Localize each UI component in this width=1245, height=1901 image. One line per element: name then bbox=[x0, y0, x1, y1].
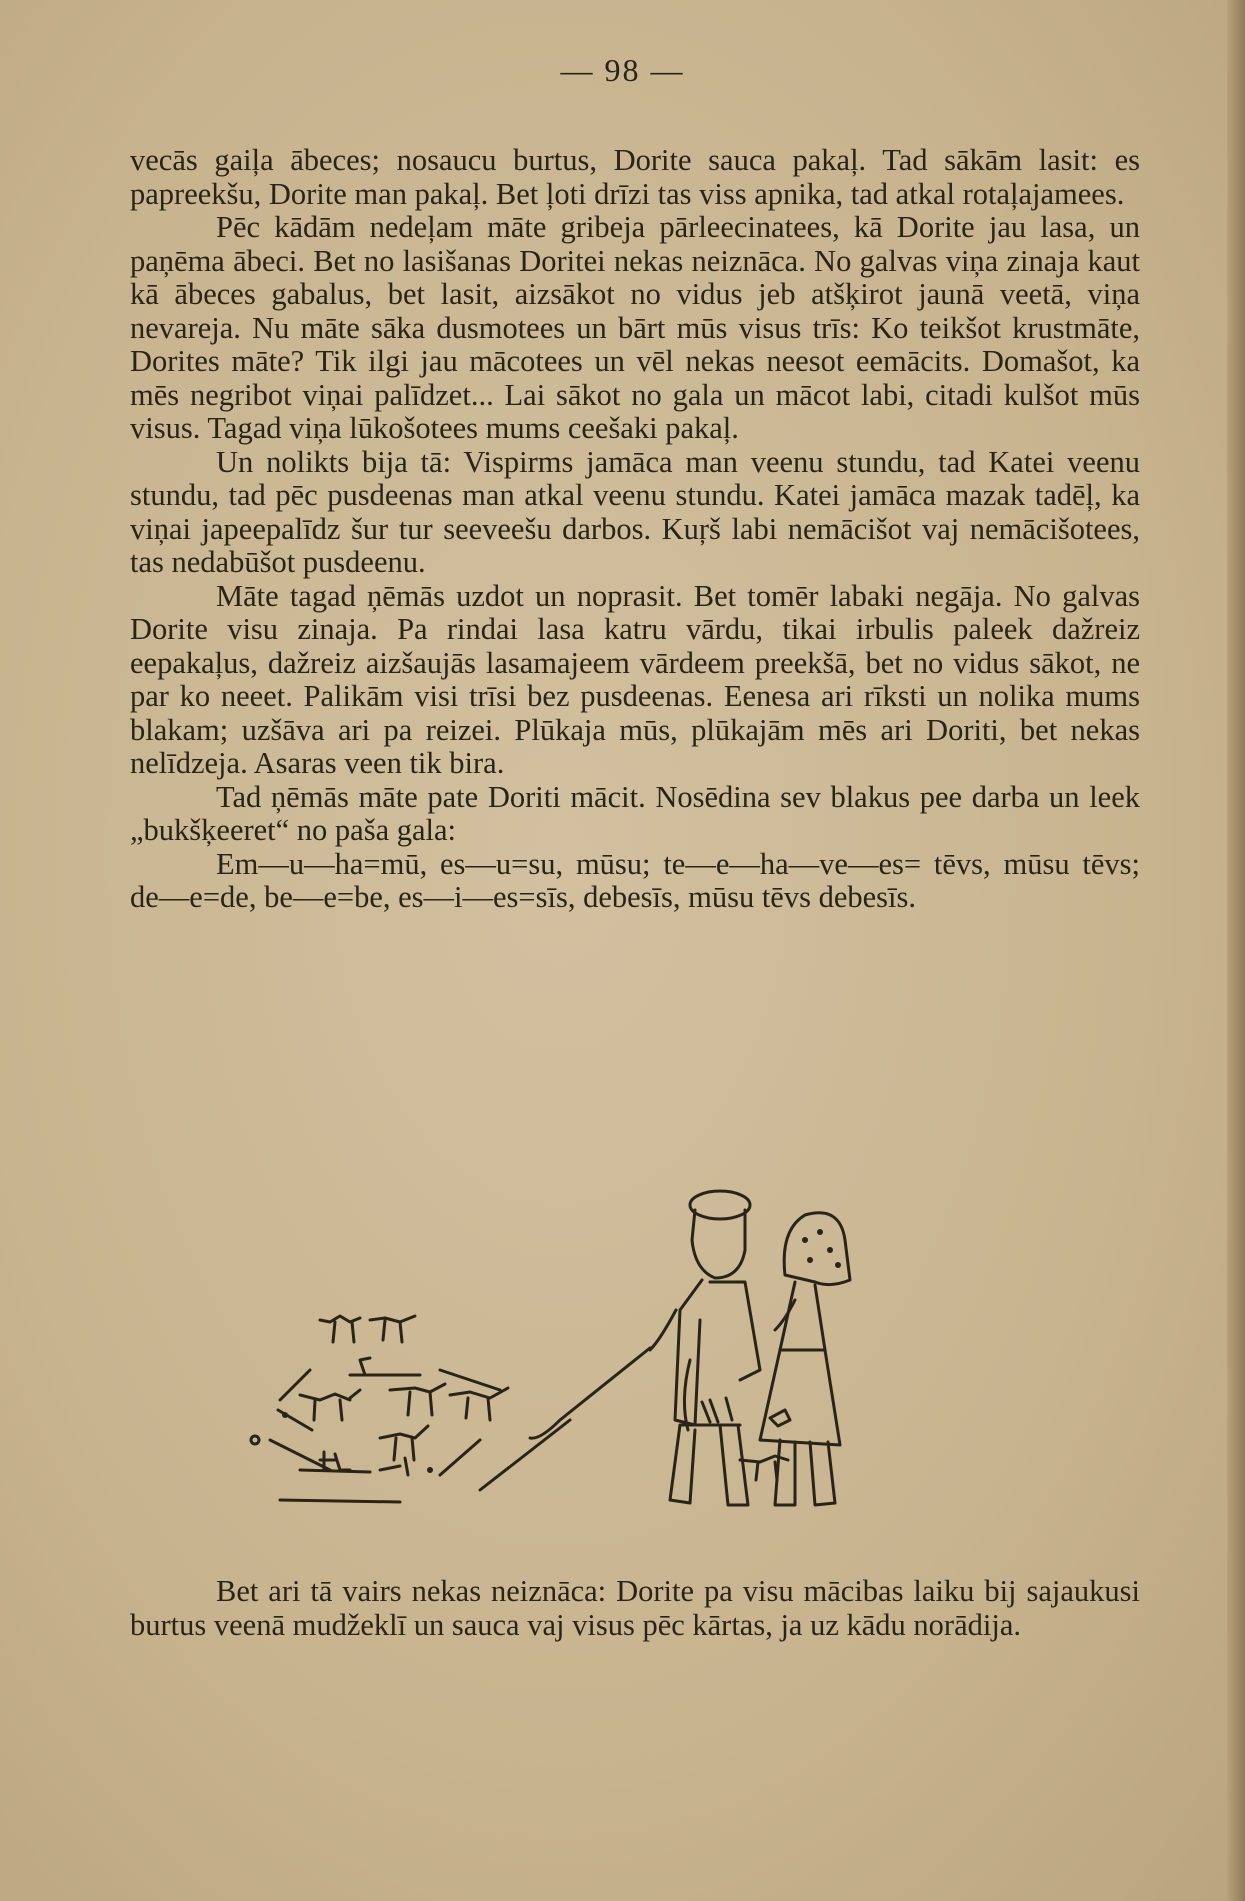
paragraph: Pēc kādām nedeļam māte gribeja pārleecinatees, kā Dorite jau lasa, un paņēma ābeci. Bet no lasišanas Doritei nekas neiznāca. No galvas viņa zinaja kaut kā ābeces gabalus, bet lasit, aizsākot no vidus jeb atšķirot jaunā veetā, viņa nevareja. Nu māte sāka dusmotees un bārt mūs visus trīs: Ko teikšot krustmāte, Dorites māte? Tik ilgi jau mācotees un vēl nekas neesot eemācits. Domašot, ka mēs negribot viņai palīdzet... Lai sākot no gala un mācot labi, citadi kulšot mūs visus. Tagad viņa lūkošotees mums ceešaki pakaļ. bbox=[130, 210, 1140, 445]
illustration bbox=[240, 1170, 1180, 1560]
paragraph: Māte tagad ņēmās uzdot un noprasit. Bet tomēr labaki negāja. No galvas Dorite visu zinaja. Pa rindai lasa katru vārdu, tikai irbulis paleek dažreiz eepakaļus, dažreiz aizšaujās lasamajeem vārdeem preekšā, bet no vidus sākot, ne par ko neeet. Palikām visi trīsi bez pusdeenas. Eenesa ari rīksti un nolika mums blakam; uzšāva ari pa reizei. Plūkaja mūs, plūkajām mēs ari Doriti, bet nekas nelīdzeja. Asaras veen tik bira. bbox=[130, 578, 1140, 780]
page-number: — 98 — bbox=[560, 52, 685, 88]
paragraph: vecās gaiļa ābeces; nosaucu burtus, Dorite sauca pakaļ. Tad sākām lasit: es papreekšu, Dorite man pakaļ. Bet ļoti drīzi tas viss apnika, tad atkal rotaļajamees. bbox=[130, 143, 1140, 211]
text-block-top bbox=[130, 144, 1140, 915]
paragraph: Tad ņēmās māte pate Doriti mācit. Nosēdina sev blakus pee darba un leek „bukšķeeret“ no paša gala: bbox=[130, 779, 1140, 847]
paragraph: Un nolikts bija tā: Vispirms jamāca man veenu stundu, tad Katei veenu stundu, tad pēc pusdeenas man atkal veenu stundu. Katei jamāca mazak tadēļ, ka viņai japeepalīdz šur tur seeveešu darbos. Kuŗš labi nemācišot vaj nemācišotees, tas nedabūšot pusdeenu. bbox=[130, 444, 1140, 579]
ground-sketches bbox=[251, 1316, 790, 1502]
paragraph: Bet ari tā vairs nekas neiznāca: Dorite pa visu mācibas laiku bij sajaukusi burtus veenā mudžeklī un sauca vaj visus pēc kārtas, ja uz kādu norādija. bbox=[130, 1574, 1140, 1642]
text-block-bottom bbox=[130, 1575, 1140, 1642]
page-edge bbox=[1227, 0, 1245, 1901]
girl-figure bbox=[760, 1213, 850, 1505]
children-drawing-letters-illustration bbox=[240, 1170, 1180, 1560]
spelling-paragraph: Em—u—ha=mū, es—u=su, mūsu; te—e—ha—ve—es= tēvs, mūsu tēvs; de—e=de, be—e=be, es—i—es=sīs, debesīs, mūsu tēvs debesīs. bbox=[130, 846, 1140, 914]
boy-figure bbox=[530, 1191, 760, 1505]
